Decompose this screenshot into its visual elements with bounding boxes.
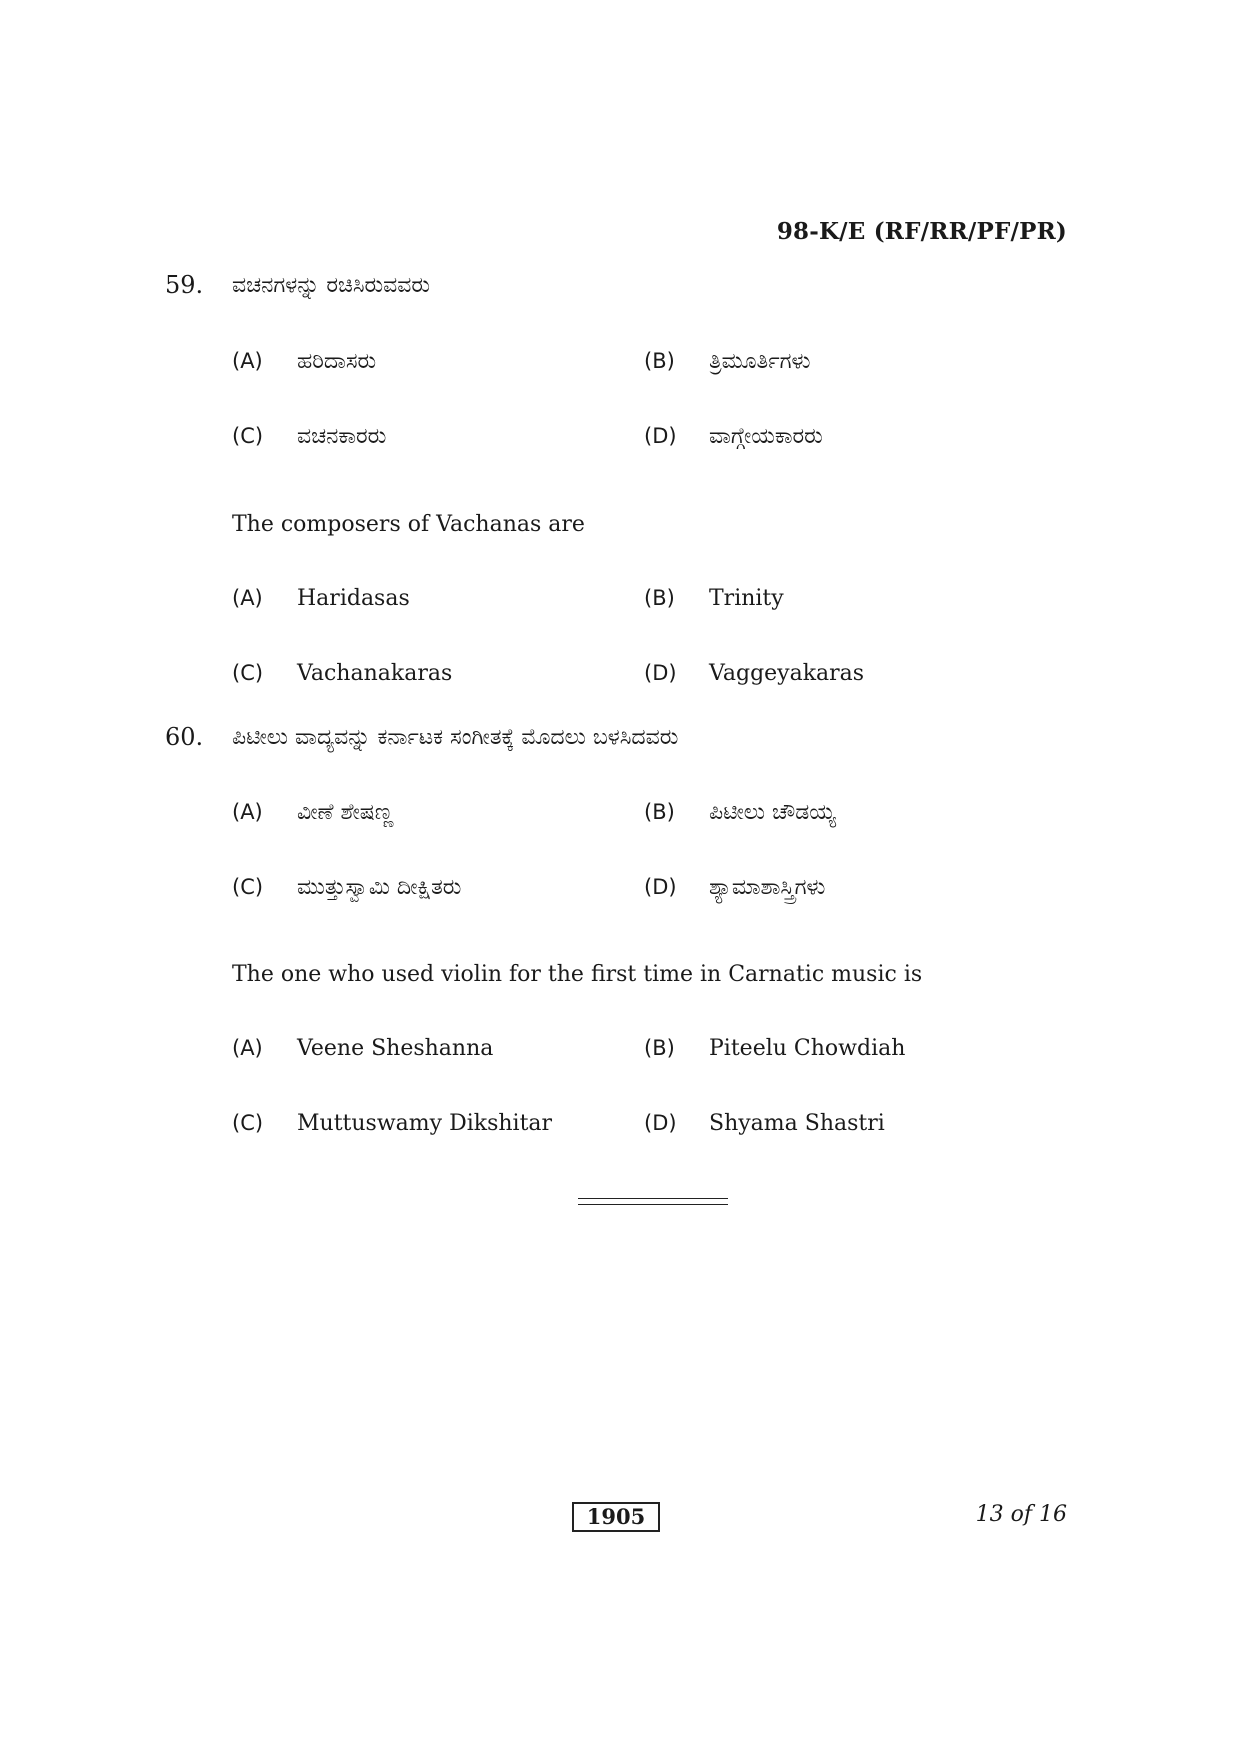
- option-letter: (C): [232, 424, 264, 448]
- q60-en-option-c: [232, 1111, 552, 1136]
- option-letter: (A): [232, 1036, 263, 1060]
- option-letter: (A): [232, 586, 263, 610]
- option-text: ಶ್ಯಾಮಾಶಾಸ್ತ್ರಿಗಳು: [709, 875, 826, 900]
- q60-kn-option-b: [644, 800, 836, 825]
- option-letter: (D): [644, 875, 677, 899]
- q59-en-option-c: [232, 661, 452, 686]
- option-text: Shyama Shastri: [709, 1111, 885, 1136]
- option-letter: (A): [232, 800, 263, 824]
- option-text: Haridasas: [297, 586, 410, 611]
- q59-en-option-b: [644, 586, 784, 611]
- q59-en-option-a: [232, 586, 410, 611]
- booklet-code: 1905: [572, 1502, 660, 1532]
- q60-kn-option-d: [644, 875, 825, 900]
- option-letter: (D): [644, 661, 677, 685]
- option-letter: (B): [644, 1036, 675, 1060]
- page-indicator: 13 of 16: [975, 1502, 1067, 1527]
- q59-kn-option-b: [644, 349, 810, 374]
- option-text: Piteelu Chowdiah: [709, 1036, 906, 1061]
- question-60-kannada: ಪಿಟೀಲು ವಾದ್ಯವನ್ನು ಕರ್ನಾಟಕ ಸಂಗೀತಕ್ಕೆ ಮೊದಲು ಬಳಸಿದವರು: [232, 725, 679, 750]
- question-60-english: The one who used violin for the first time in Carnatic music is: [232, 962, 923, 987]
- question-59-english: The composers of Vachanas are: [232, 512, 585, 537]
- question-number-59: 59.: [165, 271, 204, 299]
- option-text: ವಚನಕಾರರು: [297, 424, 387, 449]
- q59-en-option-d: [644, 661, 864, 686]
- option-letter: (B): [644, 800, 675, 824]
- option-letter: (B): [644, 349, 675, 373]
- option-letter: (C): [232, 661, 264, 685]
- question-59-kannada: ವಚನಗಳನ್ನು ರಚಿಸಿರುವವರು: [232, 273, 431, 298]
- q60-kn-option-a: [232, 800, 393, 825]
- question-number-60: 60.: [165, 723, 204, 751]
- option-text: Vachanakaras: [297, 661, 453, 686]
- q59-kn-option-c: [232, 424, 386, 449]
- paper-code: 98-K/E (RF/RR/PF/PR): [776, 218, 1067, 245]
- q59-kn-option-d: [644, 424, 823, 449]
- option-letter: (D): [644, 1111, 677, 1135]
- option-letter: (C): [232, 1111, 264, 1135]
- option-letter: (B): [644, 586, 675, 610]
- option-text: ಮುತ್ತುಸ್ವಾಮಿ ದೀಕ್ಷಿತರು: [297, 875, 462, 900]
- q59-kn-option-a: [232, 349, 376, 374]
- option-text: Vaggeyakaras: [709, 661, 865, 686]
- option-text: Trinity: [709, 586, 784, 611]
- option-text: ವೀಣೆ ಶೇಷಣ್ಣ: [297, 800, 394, 825]
- q60-kn-option-c: [232, 875, 461, 900]
- option-text: Veene Sheshanna: [297, 1036, 494, 1061]
- q60-en-option-b: [644, 1036, 905, 1061]
- option-text: ಹರಿದಾಸರು: [297, 349, 377, 374]
- option-letter: (A): [232, 349, 263, 373]
- section-divider: [578, 1198, 728, 1205]
- option-letter: (D): [644, 424, 677, 448]
- q60-en-option-d: [644, 1111, 885, 1136]
- option-text: ಪಿಟೀಲು ಚೌಡಯ್ಯ: [709, 800, 836, 825]
- q60-en-option-a: [232, 1036, 493, 1061]
- option-letter: (C): [232, 875, 264, 899]
- option-text: ವಾಗ್ಗೇಯಕಾರರು: [709, 424, 823, 449]
- option-text: ತ್ರಿಮೂರ್ತಿಗಳು: [709, 349, 811, 374]
- option-text: Muttuswamy Dikshitar: [297, 1111, 553, 1136]
